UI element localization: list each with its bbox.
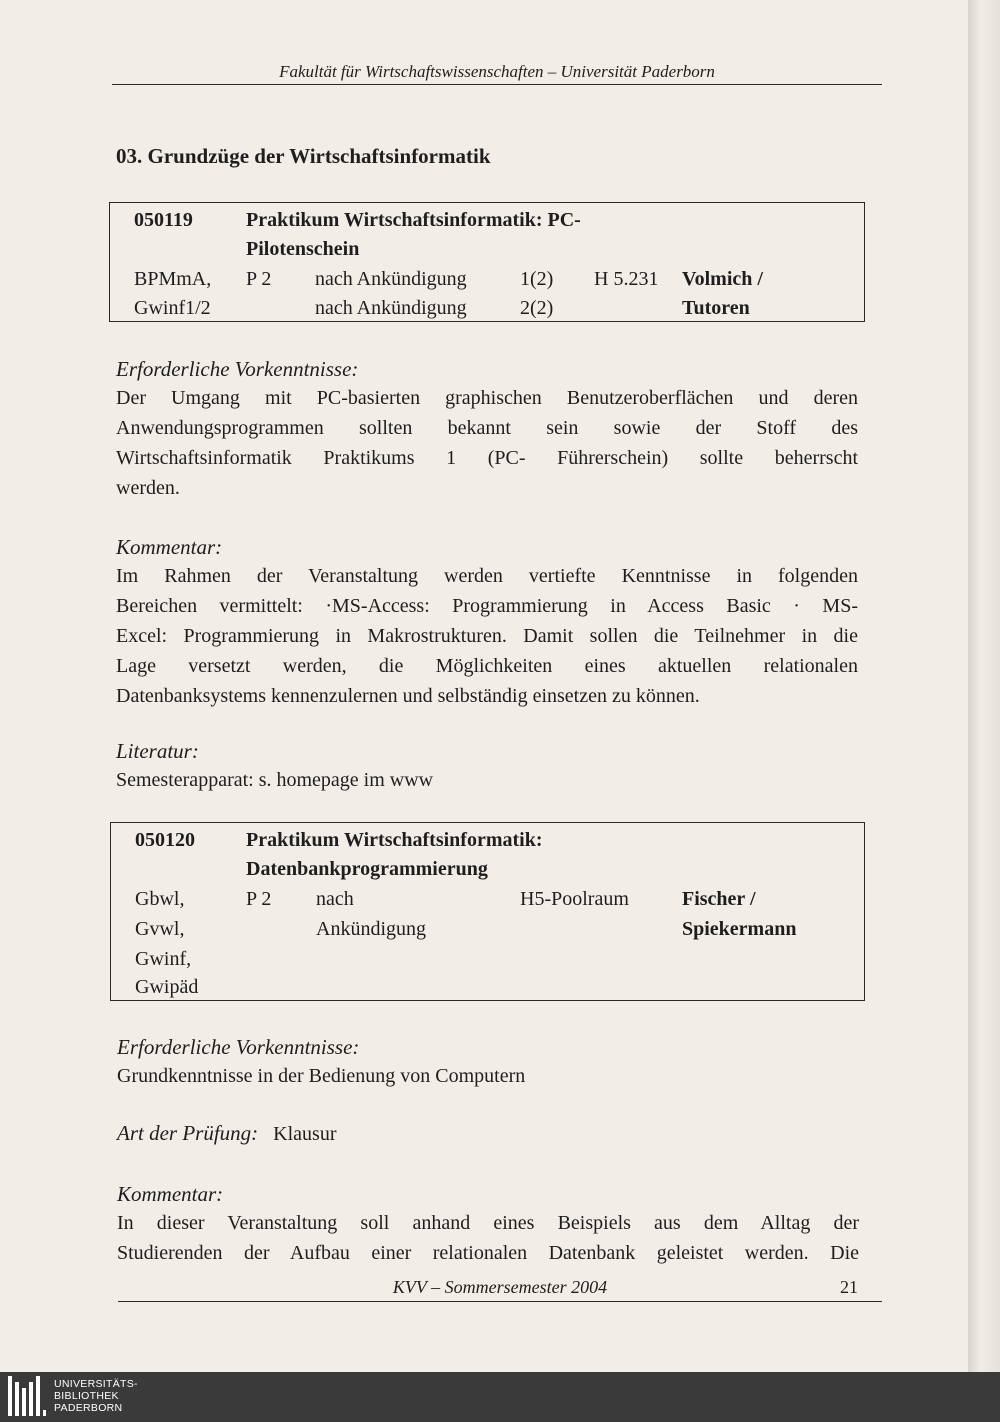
exam-type-row <box>117 1121 336 1146</box>
text-line: Studierenden der Aufbau einer relationalen Datenbank geleistet werden. Die <box>117 1242 859 1264</box>
course-program: Gwinf1/2 <box>134 297 211 319</box>
library-logo <box>6 1376 138 1416</box>
course-time-line2: Ankündigung <box>316 918 426 940</box>
comment-text <box>117 1208 859 1268</box>
course-group: 1(2) <box>520 268 554 290</box>
exam-type-label: Art der Prüfung: <box>117 1121 259 1145</box>
course-lecturer-line1: Fischer / <box>682 888 756 910</box>
prerequisites-label: Erforderliche Vorkenntnisse: <box>116 357 359 381</box>
course-lecturer: Volmich / <box>682 268 763 290</box>
library-logo-text <box>54 1378 138 1414</box>
page-number: 21 <box>840 1277 858 1297</box>
text-line: Wirtschaftsinformatik Praktikums 1 (PC- Führerschein) sollte beherrscht <box>116 447 858 469</box>
prerequisites-label: Erforderliche Vorkenntnisse: <box>117 1035 360 1059</box>
page-header: Fakultät für Wirtschaftswissenschaften – Universität Paderborn <box>112 62 882 85</box>
course-time-line1: nach <box>316 888 354 910</box>
course-program: Gwinf, <box>135 948 192 970</box>
library-logo-icon <box>6 1376 46 1416</box>
course-lecturer: Tutoren <box>682 297 750 319</box>
literature-text: Semesterapparat: s. homepage im www <box>116 769 434 791</box>
course-room: H5-Poolraum <box>520 888 629 910</box>
course-time: nach Ankündigung <box>315 297 467 319</box>
course-lecturer-line2: Spiekermann <box>682 918 797 940</box>
course-room: H 5.231 <box>594 268 659 290</box>
text-line: Datenbanksystems kennenzulernen und selbständig einsetzen zu können. <box>116 685 700 707</box>
course-program: Gwipäd <box>135 976 199 998</box>
course-box-050119 <box>109 202 865 322</box>
text-line: In dieser Veranstaltung soll anhand eines Beispiels aus dem Alltag der <box>117 1212 859 1234</box>
course-title-line1: Praktikum Wirtschaftsinformatik: PC- <box>246 209 581 231</box>
page-edge <box>968 0 1000 1372</box>
prerequisites-text: Grundkenntnisse in der Bedienung von Computern <box>117 1065 526 1087</box>
course-program: Gbwl, <box>135 888 185 910</box>
text-line: Anwendungsprogrammen sollten bekannt sein sowie der Stoff des <box>116 417 858 439</box>
literature-label: Literatur: <box>116 739 199 763</box>
course-number: 050120 <box>135 829 195 851</box>
comment-label: Kommentar: <box>117 1182 224 1206</box>
course-title-line2: Pilotenschein <box>246 238 360 260</box>
course-type: P 2 <box>246 268 272 290</box>
library-logo-line: UNIVERSITÄTS- <box>54 1378 138 1390</box>
text-line: Excel: Programmierung in Makrostrukturen. Damit sollen die Teilnehmer in die <box>116 625 858 647</box>
course-time: nach Ankündigung <box>315 268 467 290</box>
course-program: Gvwl, <box>135 918 185 940</box>
footer-title: KVV – Sommersemester 2004 <box>392 1277 608 1297</box>
course-program: BPMmA, <box>134 268 212 290</box>
exam-type-value: Klausur <box>273 1123 337 1145</box>
course-group: 2(2) <box>520 297 554 319</box>
section-heading: 03. Grundzüge der Wirtschaftsinformatik <box>116 144 491 168</box>
page-footer <box>118 1277 882 1302</box>
library-footer-bar <box>0 1372 1000 1422</box>
course-box-050120 <box>110 822 865 1001</box>
course-type: P 2 <box>246 888 272 910</box>
course-number: 050119 <box>134 209 193 231</box>
text-line: Im Rahmen der Veranstaltung werden vertiefte Kenntnisse in folgenden <box>116 565 858 587</box>
text-line: Lage versetzt werden, die Möglichkeiten eines aktuellen relationalen <box>116 655 858 677</box>
text-line: Bereichen vermittelt: ·MS-Access: Programmierung in Access Basic · MS- <box>116 595 858 617</box>
text-line: Der Umgang mit PC-basierten graphischen Benutzeroberflächen und deren <box>116 387 858 409</box>
course-title-line2: Datenbankprogrammierung <box>246 858 488 880</box>
comment-text <box>116 561 858 711</box>
course-title-line1: Praktikum Wirtschaftsinformatik: <box>246 829 543 851</box>
comment-label: Kommentar: <box>116 535 223 559</box>
library-logo-line: PADERBORN <box>54 1402 123 1414</box>
prerequisites-text <box>116 383 858 503</box>
text-line: werden. <box>116 477 180 499</box>
library-logo-line: BIBLIOTHEK <box>54 1390 119 1402</box>
